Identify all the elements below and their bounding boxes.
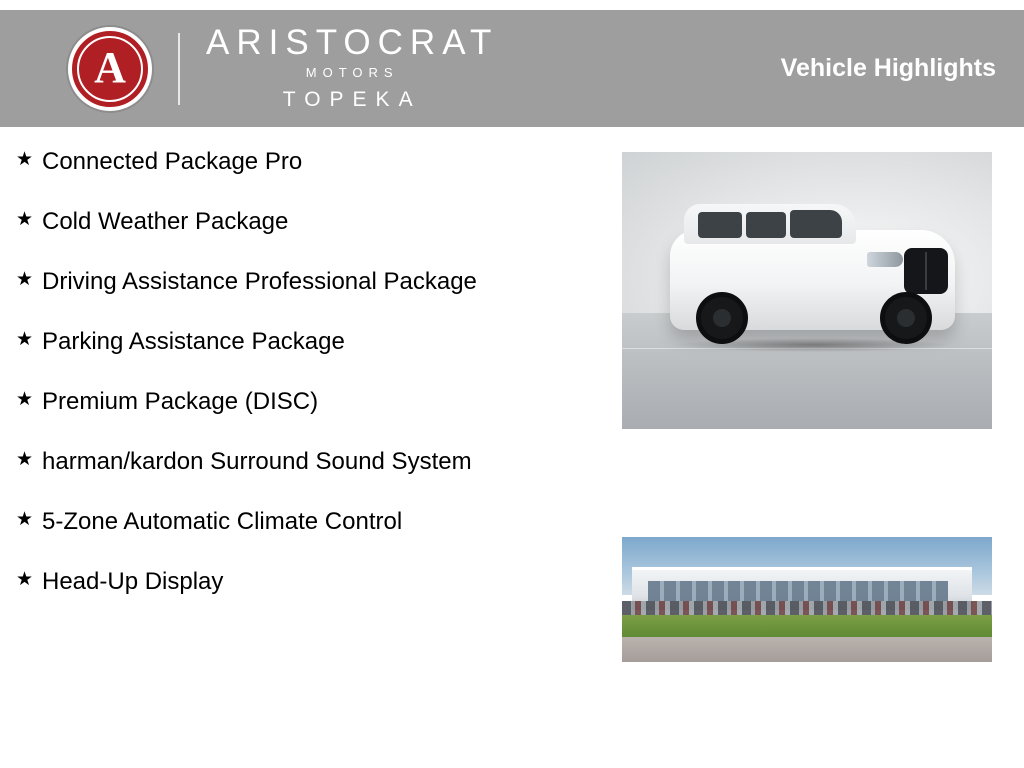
- list-item: [10, 385, 590, 419]
- vehicle-wheel: [880, 292, 932, 344]
- list-item: [10, 325, 590, 359]
- dealership-windows: [648, 581, 948, 601]
- list-item: [10, 205, 590, 239]
- list-item-label: 5-Zone Automatic Climate Control: [42, 508, 403, 535]
- brand-name: ARISTOCRAT: [206, 22, 499, 62]
- dealership-photo: [622, 537, 992, 662]
- star-icon: ★: [16, 389, 34, 410]
- star-icon: ★: [16, 209, 34, 230]
- list-item: [10, 145, 590, 179]
- badge-letter: A: [94, 42, 126, 92]
- vehicle-grille: [904, 248, 948, 294]
- highlights-list: [10, 145, 590, 625]
- vehicle-photo: [622, 152, 992, 429]
- vehicle-wheel: [696, 292, 748, 344]
- list-item-label: harman/kardon Surround Sound System: [42, 448, 472, 475]
- list-item: [10, 505, 590, 539]
- star-icon: ★: [16, 149, 34, 170]
- vehicle-window: [698, 212, 742, 238]
- star-icon: ★: [16, 449, 34, 470]
- logo-divider: [178, 33, 180, 105]
- vehicle-window: [790, 210, 842, 238]
- dealership-road: [622, 637, 992, 662]
- aristocrat-badge-icon: [68, 27, 152, 111]
- star-icon: ★: [16, 269, 34, 290]
- vehicle-headlight: [867, 252, 903, 267]
- list-item-label: Premium Package (DISC): [42, 388, 319, 415]
- star-icon: ★: [16, 509, 34, 530]
- brand-subtitle: MOTORS: [305, 65, 399, 81]
- dealership-inventory-row: [622, 601, 992, 615]
- vehicle-window: [746, 212, 786, 238]
- brand-logo: [68, 22, 499, 113]
- badge-inner-ring: [77, 36, 143, 102]
- list-item-label: Head-Up Display: [42, 568, 224, 595]
- list-item-label: Parking Assistance Package: [42, 328, 345, 355]
- list-item: [10, 445, 590, 479]
- brand-location: TOPEKA: [282, 88, 422, 112]
- page-title: Vehicle Highlights: [780, 54, 996, 82]
- star-icon: ★: [16, 329, 34, 350]
- star-icon: ★: [16, 569, 34, 590]
- list-item-label: Cold Weather Package: [42, 208, 289, 235]
- list-item-label: Connected Package Pro: [42, 148, 303, 175]
- list-item: [10, 565, 590, 599]
- slide-header: [0, 10, 1024, 127]
- dealership-lawn: [622, 615, 992, 637]
- brand-wordmark: [206, 22, 499, 113]
- list-item: [10, 265, 590, 299]
- list-item-label: Driving Assistance Professional Package: [42, 268, 477, 295]
- photo-background-ground: [622, 313, 992, 429]
